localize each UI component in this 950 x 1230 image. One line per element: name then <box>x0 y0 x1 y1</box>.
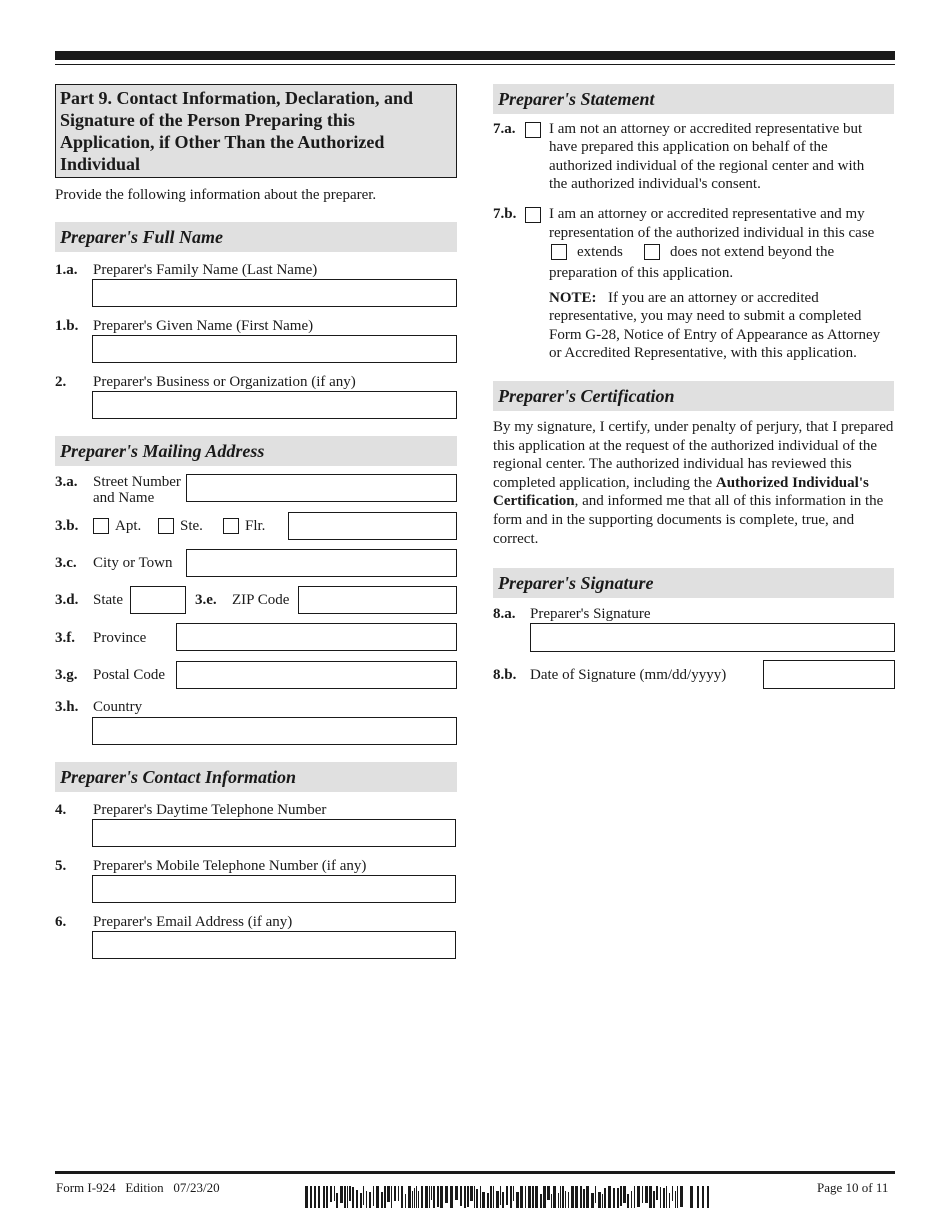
q8b-number: 8.b. <box>493 667 517 683</box>
certification-text-bold: Authorized Individual's Certification <box>493 474 869 510</box>
q3e-label: ZIP Code <box>232 592 290 608</box>
family-name-input[interactable] <box>92 279 457 307</box>
q3a-label-line2: and Name <box>93 490 155 506</box>
intro-text: Provide the following information about the preparer. <box>55 187 377 203</box>
q6-number: 6. <box>55 914 67 930</box>
city-input[interactable] <box>186 549 457 577</box>
certification-text-1: By my signature, I certify, under penalty of perjury, that I prepared this application at the request of the authorized individual of the regional center. The authorized individual has reviewed this completed application, including the <box>493 419 894 491</box>
note-line-1: If you are an attorney or accredited <box>608 290 819 306</box>
q3h-label: Country <box>93 699 143 715</box>
q7a-line-1: I am not an attorney or accredited representative but <box>549 121 863 137</box>
zip-code-input[interactable] <box>298 586 457 614</box>
preparer-signature-field[interactable] <box>530 623 895 652</box>
q1a-number: 1.a. <box>55 262 78 278</box>
signature-heading: Preparer's Signature <box>493 568 894 598</box>
note-line-2: representative, you may need to submit a completed <box>549 308 862 324</box>
business-name-input[interactable] <box>92 391 457 419</box>
q3b-number: 3.b. <box>55 518 79 534</box>
mailing-address-heading: Preparer's Mailing Address <box>55 436 457 466</box>
q1b-number: 1.b. <box>55 318 79 334</box>
q7a-line-4: the authorized individual's consent. <box>549 176 761 192</box>
q3c-number: 3.c. <box>55 555 77 571</box>
top-rule-thin <box>55 64 895 65</box>
province-input[interactable] <box>176 623 457 651</box>
q3f-label: Province <box>93 630 147 646</box>
certification-heading: Preparer's Certification <box>493 381 894 411</box>
barcode <box>305 1186 712 1208</box>
full-name-heading: Preparer's Full Name <box>55 222 457 252</box>
form-edition: Form I-924 Edition 07/23/20 <box>56 1180 220 1195</box>
does-not-extend-checkbox[interactable] <box>644 244 660 260</box>
footer-rule <box>55 1171 895 1174</box>
q4-label: Preparer's Daytime Telephone Number <box>93 802 327 818</box>
q3g-number: 3.g. <box>55 667 78 683</box>
q1b-label: Preparer's Given Name (First Name) <box>93 318 314 334</box>
mobile-phone-input[interactable] <box>92 875 456 903</box>
q3d-label: State <box>93 592 123 608</box>
q4-number: 4. <box>55 802 67 818</box>
apt-label: Apt. <box>115 518 142 534</box>
contact-info-heading: Preparer's Contact Information <box>55 762 457 792</box>
certification-text <box>493 418 895 548</box>
q8a-label: Preparer's Signature <box>530 606 651 622</box>
q3f-number: 3.f. <box>55 630 75 646</box>
country-input[interactable] <box>92 717 457 745</box>
q8a-number: 8.a. <box>493 606 516 622</box>
email-input[interactable] <box>92 931 456 959</box>
flr-label: Flr. <box>245 518 266 534</box>
q3h-number: 3.h. <box>55 699 79 715</box>
q3d-number: 3.d. <box>55 592 79 608</box>
q2-number: 2. <box>55 374 67 390</box>
extends-label: extends <box>577 244 623 260</box>
q1a-label: Preparer's Family Name (Last Name) <box>93 262 318 278</box>
street-input[interactable] <box>186 474 457 502</box>
part-title: Part 9. Contact Information, Declaration, and Signature of the Person Preparing this Application, if Other Than the Authorized Individual <box>55 84 457 178</box>
q6-label: Preparer's Email Address (if any) <box>93 914 293 930</box>
note-line-3: Form G-28, Notice of Entry of Appearance as Attorney <box>549 327 881 343</box>
q3g-label: Postal Code <box>93 667 166 683</box>
ste-checkbox[interactable] <box>158 518 174 534</box>
does-not-extend-label: does not extend beyond the <box>670 244 835 260</box>
not-attorney-checkbox[interactable] <box>525 122 541 138</box>
q7b-tail: preparation of this application. <box>549 265 734 281</box>
q3c-label: City or Town <box>93 555 173 571</box>
q3a-number: 3.a. <box>55 474 78 490</box>
q7b-line-2: representation of the authorized individual in this case <box>549 225 875 241</box>
certification-text-2: , and informed me that all of this information in the form and in the supporting documents is complete, true, and correct. <box>493 493 884 547</box>
q5-label: Preparer's Mobile Telephone Number (if any) <box>93 858 367 874</box>
attorney-checkbox[interactable] <box>525 207 541 223</box>
postal-code-input[interactable] <box>176 661 457 689</box>
daytime-phone-input[interactable] <box>92 819 456 847</box>
q3a-label-line1: Street Number <box>93 474 181 490</box>
q7b-number: 7.b. <box>493 206 517 222</box>
q7a-line-3: authorized individual of the regional center and with <box>549 158 865 174</box>
q7a-number: 7.a. <box>493 121 516 137</box>
page-number: Page 10 of 11 <box>817 1180 889 1195</box>
apt-checkbox[interactable] <box>93 518 109 534</box>
q7b-line-1: I am an attorney or accredited representative and my <box>549 206 865 222</box>
signature-date-input[interactable] <box>763 660 895 689</box>
q2-label: Preparer's Business or Organization (if any) <box>93 374 356 390</box>
q5-number: 5. <box>55 858 67 874</box>
flr-checkbox[interactable] <box>223 518 239 534</box>
state-input[interactable] <box>130 586 186 614</box>
ste-label: Ste. <box>180 518 203 534</box>
top-rule-thick <box>55 51 895 60</box>
given-name-input[interactable] <box>92 335 457 363</box>
extends-checkbox[interactable] <box>551 244 567 260</box>
unit-number-input[interactable] <box>288 512 457 540</box>
statement-heading: Preparer's Statement <box>493 84 894 114</box>
note-label: NOTE: <box>549 290 597 306</box>
q7a-line-2: have prepared this application on behalf of the <box>549 139 828 155</box>
q3e-number: 3.e. <box>195 592 217 608</box>
note-line-4: or Accredited Representative, with this application. <box>549 345 857 361</box>
q8b-label: Date of Signature (mm/dd/yyyy) <box>530 667 727 683</box>
